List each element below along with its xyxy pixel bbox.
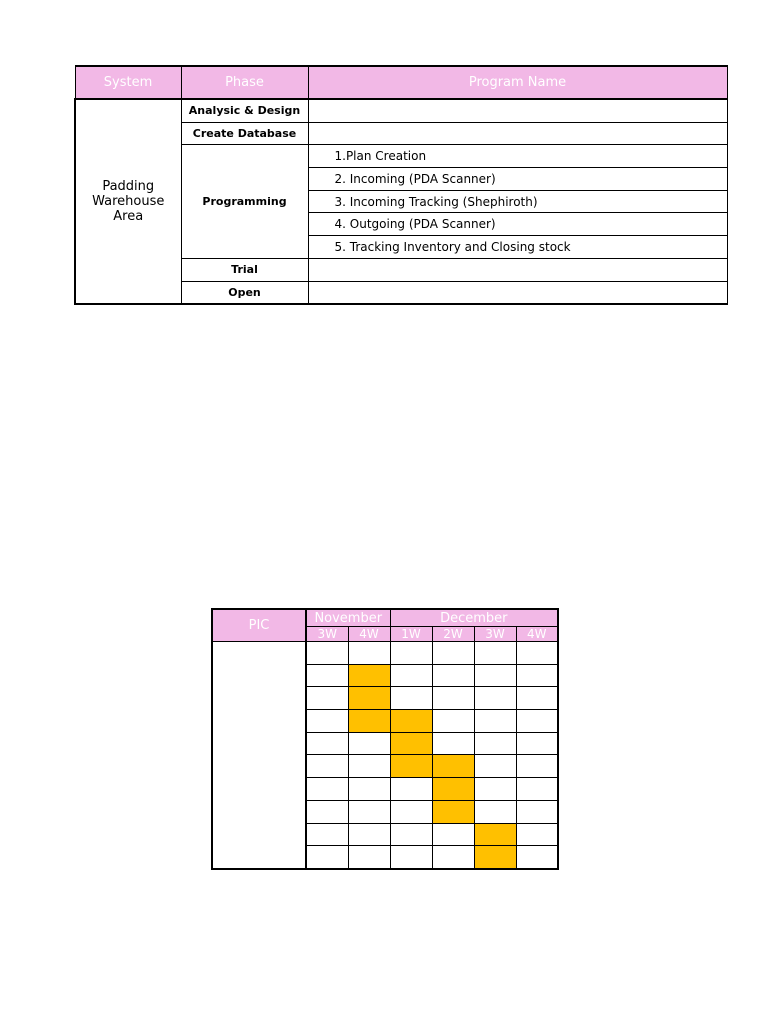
schedule-row [212,642,558,665]
schedule-cell [306,732,348,755]
schedule-cell-active [432,778,474,801]
schedule-cell [348,846,390,869]
schedule-cell [390,846,432,869]
schedule-cell [348,755,390,778]
schedule-cell [390,687,432,710]
phase-open: Open [181,281,308,304]
schedule-cell-active [348,710,390,733]
schedule-cell [516,732,558,755]
program-cell: 1.Plan Creation [308,145,727,168]
schedule-cell [516,642,558,665]
schedule-cell [390,778,432,801]
schedule-cell [474,664,516,687]
schedule-cell [516,687,558,710]
schedule-cell [474,800,516,823]
schedule-cell [432,732,474,755]
schedule-cell [516,710,558,733]
schedule-cell [348,800,390,823]
month-december: December [390,609,558,627]
system-line: Padding [102,179,155,195]
program-cell [308,122,727,145]
schedule-cell [348,823,390,846]
program-cell: 3. Incoming Tracking (Shephiroth) [308,190,727,213]
system-cell [75,99,181,304]
week-header: 4W [516,627,558,642]
system-header: System [75,66,181,99]
system-line: Area [113,209,144,225]
schedule-cell-active [432,755,474,778]
schedule-cell-active [390,710,432,733]
schedule-cell [474,755,516,778]
schedule-cell-active [390,755,432,778]
schedule-cell [306,846,348,869]
schedule-cell-active [474,846,516,869]
schedule-cell [516,778,558,801]
schedule-cell [306,755,348,778]
schedule-cell [474,687,516,710]
pic-cell [212,642,306,869]
table-row [75,99,727,122]
program-table [74,65,728,305]
schedule-cell [432,642,474,665]
schedule-cell [306,664,348,687]
schedule-cell [474,732,516,755]
schedule-cell [516,823,558,846]
schedule-cell [516,664,558,687]
schedule-cell [390,800,432,823]
schedule-cell-active [348,687,390,710]
schedule-cell [390,642,432,665]
schedule-table [211,608,559,870]
schedule-cell [474,778,516,801]
week-header: 3W [306,627,348,642]
schedule-cell [474,642,516,665]
schedule-cell [432,846,474,869]
week-header: 3W [474,627,516,642]
program-cell: 2. Incoming (PDA Scanner) [308,168,727,191]
schedule-cell [306,800,348,823]
schedule-cell [306,710,348,733]
program-name-header: Program Name [308,66,727,99]
phase-header: Phase [181,66,308,99]
program-cell [308,281,727,304]
schedule-cell [348,778,390,801]
pic-header: PIC [212,609,306,642]
week-header: 1W [390,627,432,642]
phase-trial: Trial [181,258,308,281]
week-header: 2W [432,627,474,642]
schedule-cell [432,664,474,687]
phase-database: Create Database [181,122,308,145]
program-cell: 4. Outgoing (PDA Scanner) [308,213,727,236]
schedule-cell-active [432,800,474,823]
phase-programming: Programming [181,145,308,258]
month-header-row [212,609,558,627]
schedule-cell [432,710,474,733]
schedule-cell [432,823,474,846]
schedule-cell [432,687,474,710]
phase-analysis: Analysic & Design [181,99,308,122]
schedule-cell [474,710,516,733]
schedule-cell [390,823,432,846]
schedule-cell [348,642,390,665]
schedule-cell [390,664,432,687]
schedule-cell [516,846,558,869]
program-table-header-row [75,66,727,99]
schedule-cell-active [474,823,516,846]
schedule-cell [306,642,348,665]
schedule-cell [306,823,348,846]
month-november: November [306,609,390,627]
program-cell [308,99,727,122]
program-cell [308,258,727,281]
schedule-cell [516,800,558,823]
program-cell: 5. Tracking Inventory and Closing stock [308,236,727,259]
schedule-cell-active [390,732,432,755]
schedule-cell [306,687,348,710]
week-header: 4W [348,627,390,642]
schedule-cell [348,732,390,755]
schedule-cell [516,755,558,778]
system-line: Warehouse [92,194,165,210]
schedule-cell-active [348,664,390,687]
schedule-cell [306,778,348,801]
